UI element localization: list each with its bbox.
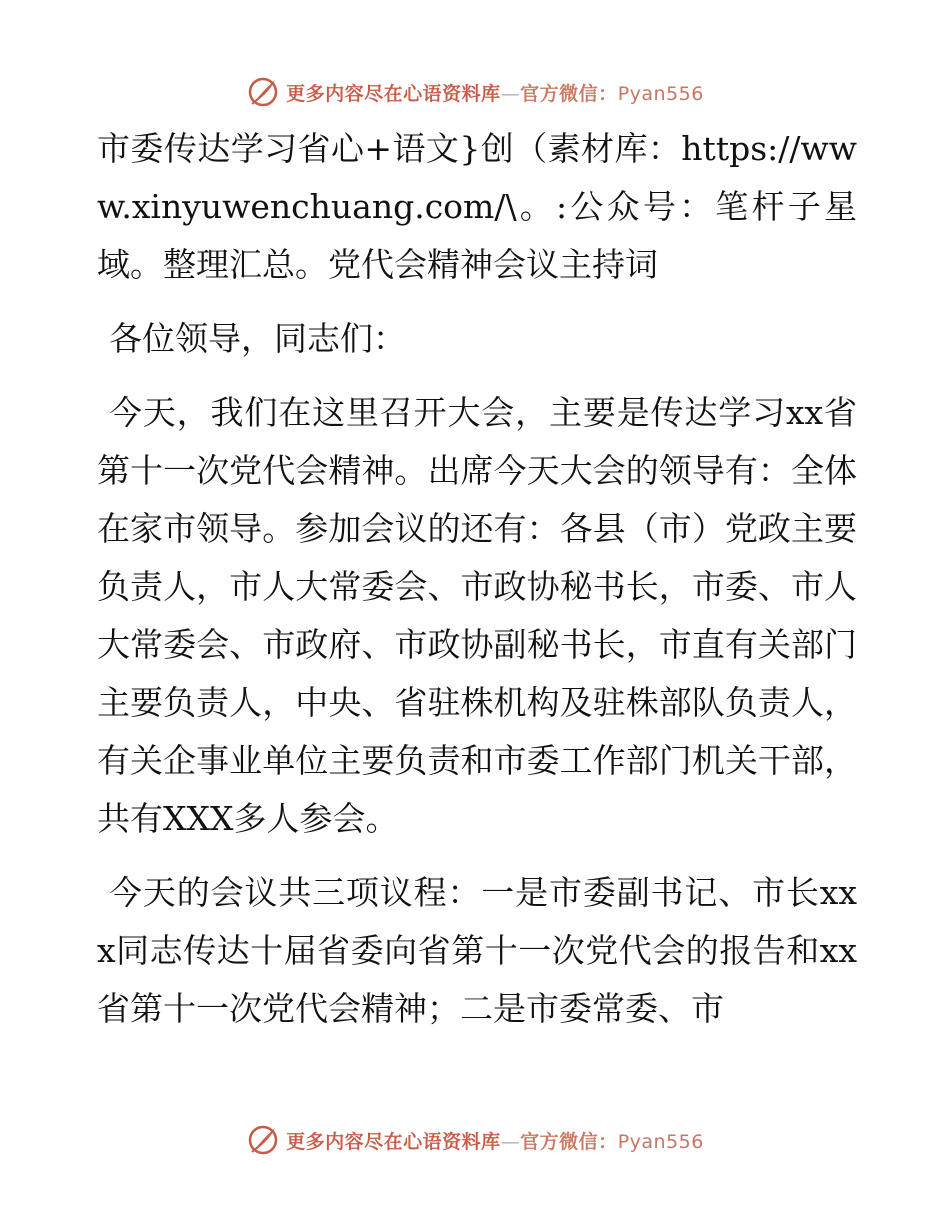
quill-pen-circle-icon (246, 1123, 280, 1157)
watermark-brand: 更多内容尽在心语资料库 (286, 1130, 501, 1153)
watermark-text (286, 79, 704, 106)
watermark-wechat-id: Pyan556 (617, 1130, 704, 1153)
watermark-wechat-id: Pyan556 (617, 82, 704, 105)
paragraph-title: 市委传达学习省心+语文}创（素材库：https://www.xinyuwenchuang.com/\。:公众号：笔杆子星域。整理汇总。党代会精神会议主持词 (97, 129, 857, 284)
watermark-footer (0, 1120, 950, 1160)
quill-pen-circle-icon (246, 75, 280, 109)
watermark-separator: — (500, 1130, 521, 1153)
watermark-text (286, 1127, 704, 1154)
paragraph-opening: 今天，我们在这里召开大会，主要是传达学习xx省第十一次党代会精神。出席今天大会的领导有：全体在家市领导。参加会议的还有：各县（市）党政主要负责人，市人大常委会、市政协秘书长，市委、市人大常委会、市政府、市政协副秘书长，市直有关部门主要负责人，中央、省驻株机构及驻株部队负责人，有关企事业单位主要负责和市委工作部门机关干部，共有XXX多人参会。 (97, 393, 857, 838)
document-body (97, 120, 857, 1038)
paragraph-agenda: 今天的会议共三项议程：一是市委副书记、市长xxx同志传达十届省委向省第十一次党代会的报告和xx省第十一次党代会精神；二是市委常委、市 (97, 873, 857, 1028)
paragraph-salutation: 各位领导，同志们： (109, 319, 406, 358)
watermark-separator: — (500, 82, 521, 105)
watermark-official-label: 官方微信： (520, 82, 618, 105)
watermark-header (0, 72, 950, 112)
watermark-brand: 更多内容尽在心语资料库 (286, 82, 501, 105)
watermark-official-label: 官方微信： (520, 1130, 618, 1153)
